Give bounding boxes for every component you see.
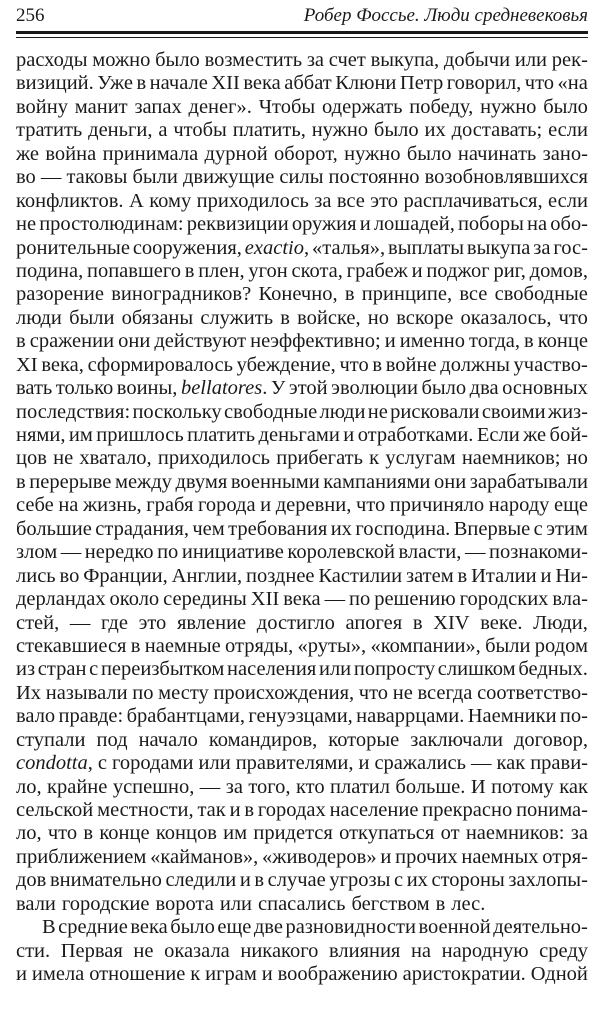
- text-line: вало правде: брабантцами, генуэзцами, наваррцами. Наемники по-: [16, 705, 588, 728]
- text-line: конфликтов. А кому приходилось за все это расплачиваться, если: [16, 189, 588, 212]
- text-line: condotta, с городами или правителями, и сражались — как прави-: [16, 752, 588, 775]
- text-line: сти. Первая не оказала никакого влияния на народную среду: [16, 939, 588, 962]
- paragraph: [16, 49, 588, 916]
- text-line: визиций. Уже в начале XII века аббат Клюни Петр говорил, что «на: [16, 72, 588, 95]
- text-line: сельской местности, так и в городах население прекрасно понима-: [16, 799, 588, 821]
- text-line: XI века, сформировалось убеждение, что в войне должны участво-: [16, 353, 588, 376]
- text-line: злом — нередко по инициативе королевской власти, — познакоми-: [16, 541, 588, 564]
- paragraph: [16, 916, 588, 986]
- running-title: Робер Фоссье. Люди средневековья: [303, 5, 588, 26]
- text-line: из стран с переизбытком населения или попросту слишком бедных.: [16, 658, 588, 681]
- header-rule-thin: [16, 37, 588, 38]
- text-line: и имела отношение к играм и воображению аристократии. Одной: [16, 963, 588, 986]
- text-line: войну манит запах денег». Чтобы одержать победу, нужно было: [16, 95, 588, 118]
- text-line: ло, крайне успешно, — за того, кто платил больше. И потому как: [16, 775, 588, 798]
- page-number: 256: [16, 5, 45, 26]
- text-line: тратить деньги, а чтобы платить, нужно было их доставать; если: [16, 119, 588, 142]
- text-line: в сражении они действуют неэффективно; и именно тогда, в конце: [16, 330, 588, 353]
- text-line: в перерыве между двумя военными кампаниями они зарабатывали: [16, 470, 588, 493]
- text-line: Их называли по месту происхождения, что не всегда соответство-: [16, 681, 588, 704]
- text-line: вали городские ворота или спасались бегством в лес.: [16, 892, 486, 915]
- text-line: разорение виноградников? Конечно, в принципе, все свободные: [16, 283, 588, 306]
- text-line: дов внимательно следили и в случае угрозы с их стороны захлопы-: [16, 869, 588, 892]
- text-line: не простолюдинам: реквизиции оружия и лошадей, поборы на обо-: [16, 213, 588, 236]
- text-line: вать только воины, bellatores. У этой эволюции было два основных: [16, 377, 588, 400]
- text-line: стекавшиеся в наемные отряды, «руты», «компании», были родом: [16, 634, 588, 657]
- text-line: ронительные сооружения, exactio, «талья», выплаты выкупа за гос-: [16, 236, 588, 259]
- text-line: расходы можно было возместить за счет выкупа, добычи или рек-: [16, 49, 588, 71]
- running-header: [16, 4, 588, 28]
- text-line: последствия: поскольку свободные люди не рисковали своими жиз-: [16, 400, 588, 423]
- body-text: [16, 49, 588, 987]
- text-line: большие страдания, чем требования их господина. Впервые с этим: [16, 517, 588, 540]
- text-line: люди были обязаны служить в войске, но вскоре оказалось, что: [16, 306, 588, 329]
- text-line: стей, — где это явление достигло апогея в XIV веке. Люди,: [16, 611, 588, 634]
- text-line: же война принимала дурной оборот, нужно было начинать зано-: [16, 142, 588, 165]
- text-line: лись во Франции, Англии, позднее Кастилии затем в Италии и Ни-: [16, 564, 588, 587]
- text-line: ло, что в конце концов им придется откупаться от наемников: за: [16, 822, 588, 845]
- header-rule-thick: [16, 31, 588, 34]
- text-line: дерландах около середины XII века — по решению городских вла-: [16, 588, 588, 611]
- text-line: нями, им пришлось платить деньгами и отработками. Если же бой-: [16, 424, 588, 446]
- text-line: себе на жизнь, грабя города и деревни, что причиняло народу еще: [16, 494, 588, 517]
- text-line: ступали под начало командиров, которые заключали договор,: [16, 728, 588, 751]
- text-line: приближением «кайманов», «живодеров» и прочих наемных отря-: [16, 845, 588, 868]
- text-line: В средние века было еще две разновидности военной деятельно-: [42, 916, 588, 939]
- text-line: цов не хватало, приходилось прибегать к услугам наемников; но: [16, 447, 588, 470]
- text-line: во — таковы были движущие силы постоянно возобновлявшихся: [16, 166, 588, 189]
- text-line: подина, попавшего в плен, угон скота, грабеж и поджог риг, домов,: [16, 259, 588, 282]
